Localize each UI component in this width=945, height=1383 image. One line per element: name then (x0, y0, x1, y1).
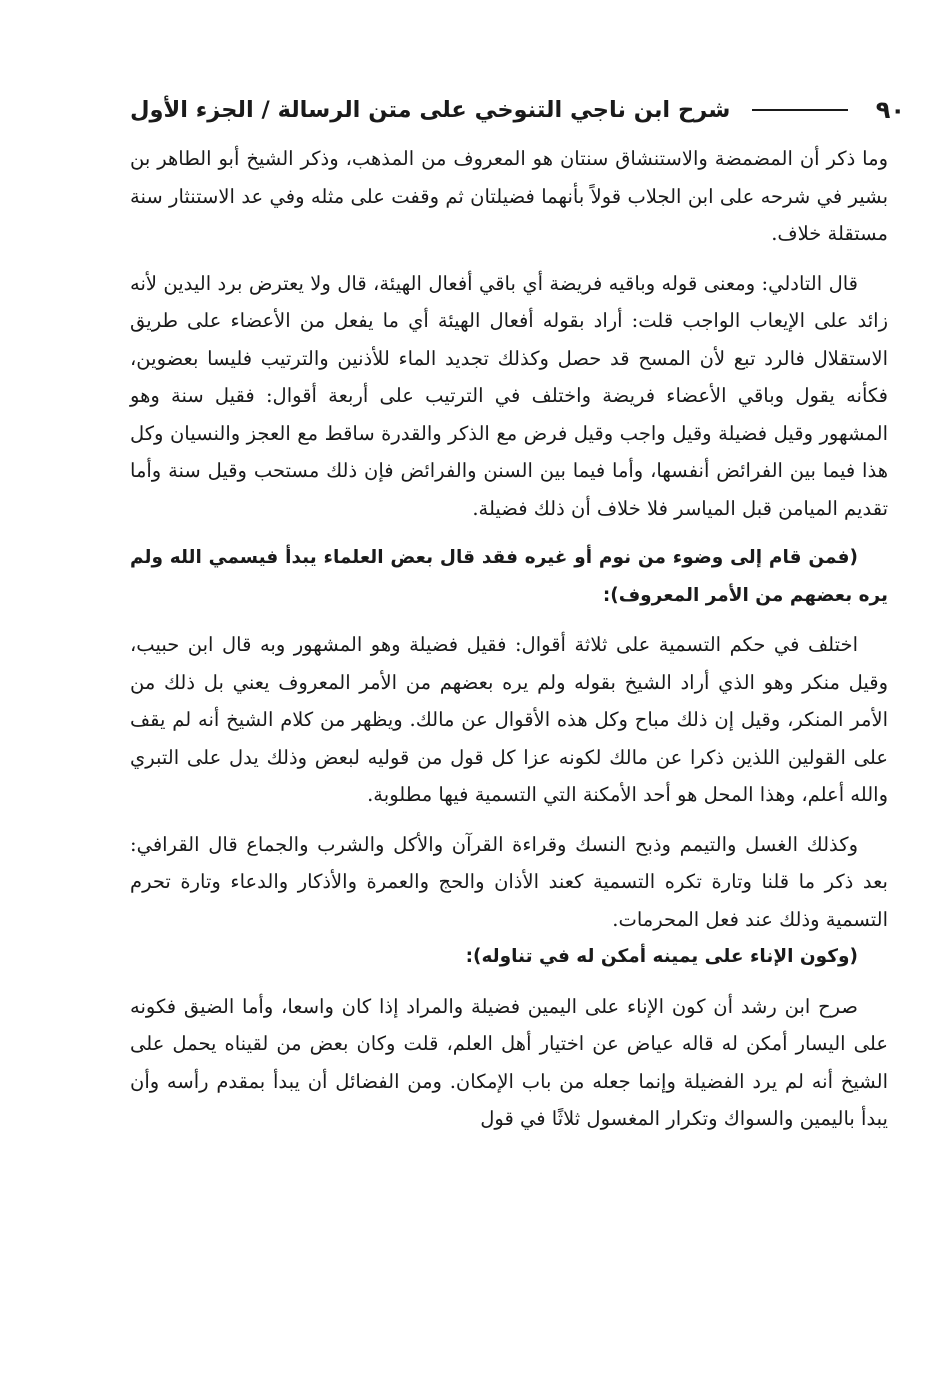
paragraph: اختلف في حكم التسمية على ثلاثة أقوال: فقيل فضيلة وهو المشهور وبه قال ابن حبيب، وقيل منكر وهو الذي أراد الشيخ بقوله ولم يره بعضهم من الأمر المعروف يعني بل ذلك من الأمر المنكر، وقيل إن ذلك مباح وكل هذه الأقوال عن مالك. ويظهر من كلام الشيخ أنه لم يقف على القولين اللذين ذكرا عن مالك لكونه عزا كل قول من قوليه لبعض وذلك يدل على التبري والله أعلم، وهذا المحل هو أحد الأمكنة التي التسمية فيها مطلوبة. (130, 633, 888, 806)
page-number: ٩٠ (875, 96, 905, 124)
header-rule (752, 109, 847, 111)
paragraph: قال التادلي: ومعنى قوله وباقيه فريضة أي باقي أفعال الهيئة، قال ولا يعترض برد اليدين لأنه زائد على الإيعاب الواجب قلت: أراد بقوله أفعال الهيئة أي ما يفعل من الأعضاء على طريق الاستقلال فالرد تبع لأن المسح قد حصل وكذلك تجديد الماء للأذنين والترتيب فليسا بعضوين، فكأنه يقول وباقي الأعضاء فريضة واختلف في الترتيب على أربعة أقوال: فقيل سنة وهو المشهور وقيل فضيلة وقيل واجب وقيل فرض مع الذكر والقدرة ساقط مع العجز والنسيان وكل هذا فيما بين الفرائض أنفسها، وأما فيما بين السنن والفرائض فإن ذلك مستحب وقيل سنة وأما تقديم الميامن قبل المياسر فلا خلاف أن ذلك فضيلة. (130, 271, 888, 520)
matn-quote: (وكون الإناء على يمينه أمكن له في تناوله): (465, 946, 858, 967)
paragraph: صرح ابن رشد أن كون الإناء على اليمين فضيلة والمراد إذا كان واسعا، وأما الضيق فكونه على اليسار أمكن له قاله عياض عن اختيار أهل العلم، قلت وكان بعض من لقيناه يحمل على الشيخ أنه لم يرد الفضيلة وإنما جعله من باب الإمكان. ومن الفضائل أن يبدأ بمقدم رأسه وأن يبدأ باليمين والسواك وتكرار المغسول ثلاثًا في قول (130, 994, 888, 1130)
running-title: شرح ابن ناجي التنوخي على متن الرسالة / الجزء الأول (130, 97, 731, 123)
body-text (130, 140, 888, 1138)
page-header (130, 88, 905, 132)
paragraph: وكذلك الغسل والتيمم وذبح النسك وقراءة القرآن والأكل والشرب والجماع قال القرافي: بعد ذكر ما قلنا وتارة تكره التسمية كعند الأذان والحج والعمرة والأذكار والدعاء وتارة تحرم التسمية وذلك عند فعل المحرمات. (130, 832, 888, 931)
matn-quote: (فمن قام إلى وضوء من نوم أو غيره فقد قال بعض العلماء يبدأ فيسمي الله ولم يره بعضهم من الأمر المعروف): (130, 547, 888, 606)
paragraph: وما ذكر أن المضمضة والاستنشاق سنتان هو المعروف من المذهب، وذكر الشيخ أبو الطاهر بن بشير في شرحه على ابن الجلاب قولاً بأنهما فضيلتان ثم وقفت على مثله وفي عد الاستنثار سنة مستقلة خلاف. (130, 147, 888, 245)
